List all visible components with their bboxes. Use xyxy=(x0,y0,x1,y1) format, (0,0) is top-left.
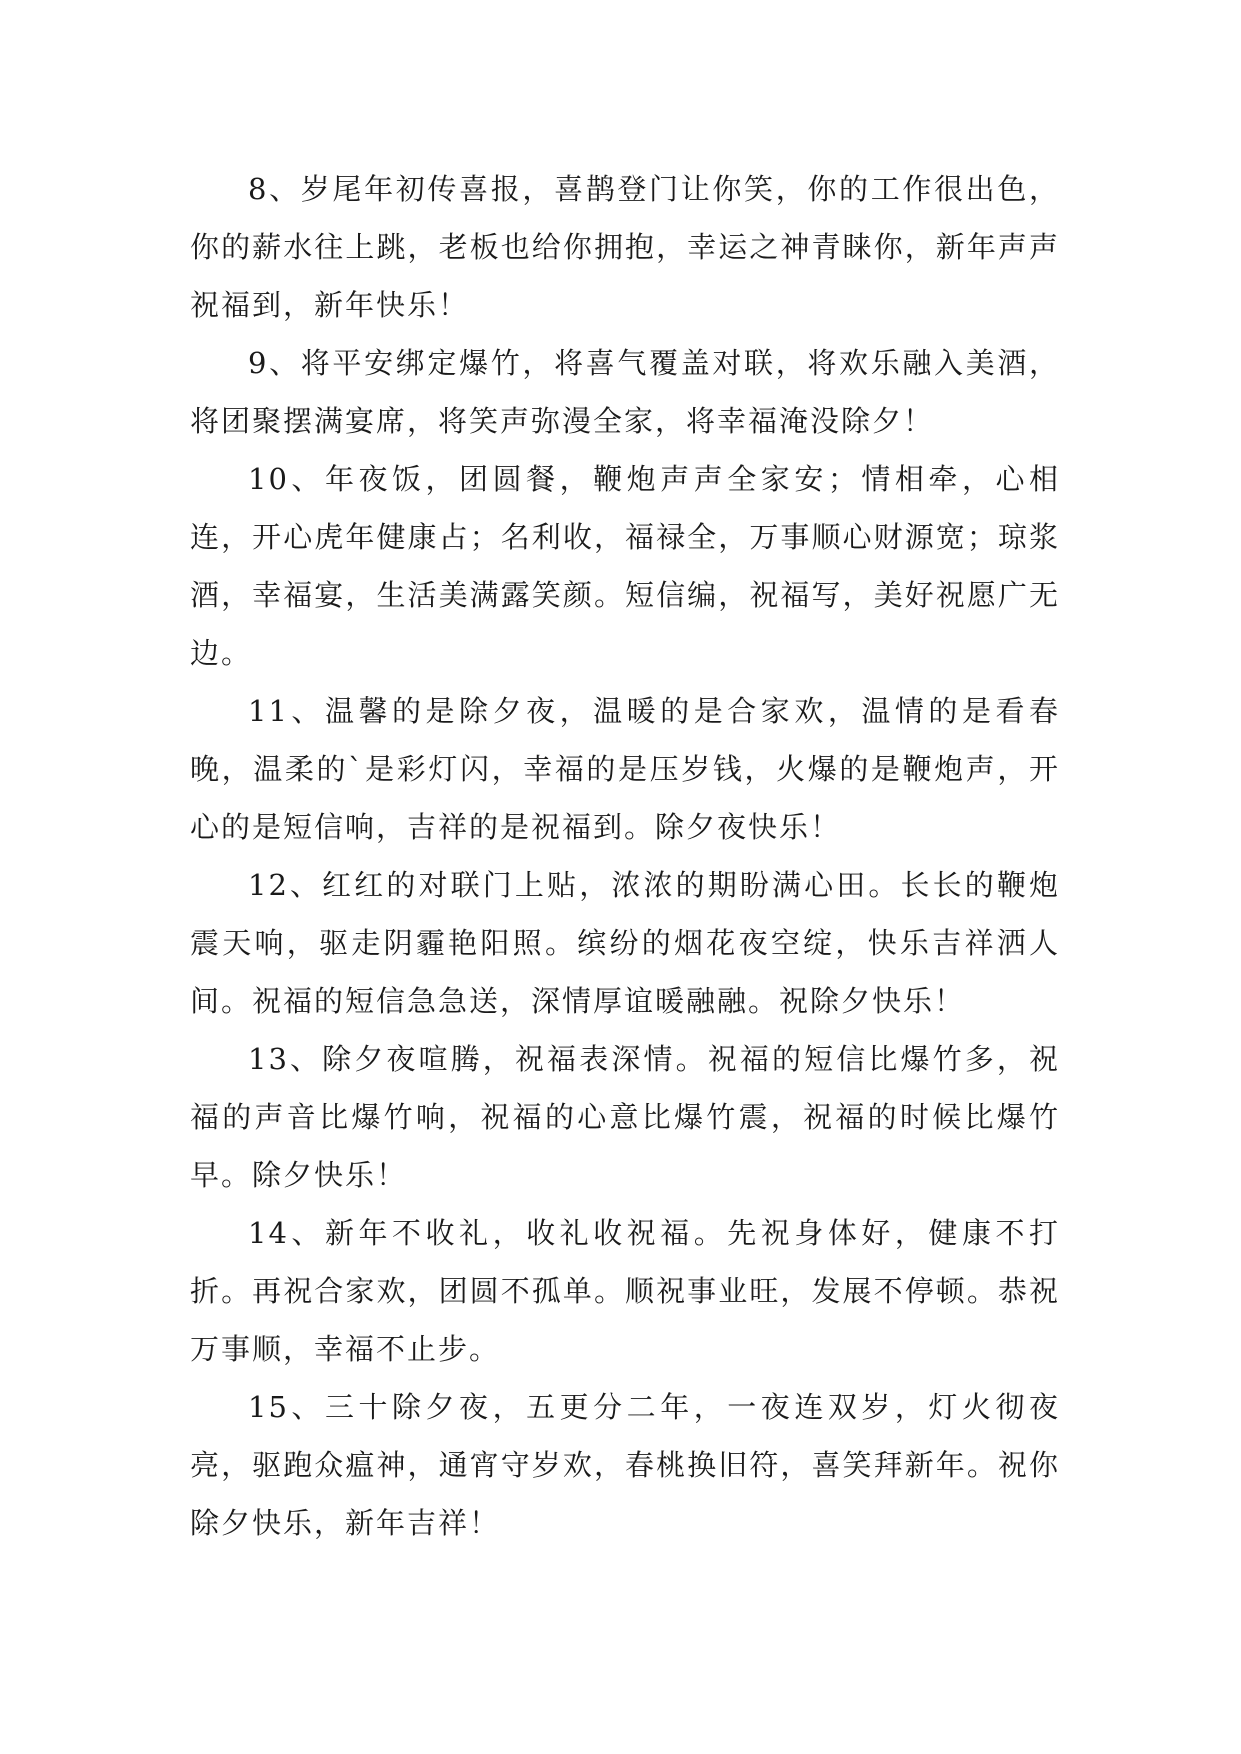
paragraph-11: 11、温馨的是除夕夜，温暖的是合家欢，温情的是看春晚，温柔的`是彩灯闪，幸福的是压岁钱，火爆的是鞭炮声，开心的是短信响，吉祥的是祝福到。除夕夜快乐！ xyxy=(190,694,1060,844)
paragraph-9: 9、将平安绑定爆竹，将喜气覆盖对联，将欢乐融入美酒，将团聚摆满宴席，将笑声弥漫全家，将幸福淹没除夕！ xyxy=(190,346,1060,438)
paragraph-8: 8、岁尾年初传喜报，喜鹊登门让你笑，你的工作很出色，你的薪水往上跳，老板也给你拥抱，幸运之神青睐你，新年声声祝福到，新年快乐！ xyxy=(190,172,1060,322)
paragraph-15: 15、三十除夕夜，五更分二年，一夜连双岁，灯火彻夜亮，驱跑众瘟神，通宵守岁欢，春桃换旧符，喜笑拜新年。祝你除夕快乐，新年吉祥！ xyxy=(190,1390,1060,1540)
paragraph-12: 12、红红的对联门上贴，浓浓的期盼满心田。长长的鞭炮震天响，驱走阴霾艳阳照。缤纷的烟花夜空绽，快乐吉祥洒人间。祝福的短信急急送，深情厚谊暖融融。祝除夕快乐！ xyxy=(190,868,1060,1018)
paragraph-10: 10、年夜饭，团圆餐，鞭炮声声全家安；情相牵，心相连，开心虎年健康占；名利收，福禄全，万事顺心财源宽；琼浆酒，幸福宴，生活美满露笑颜。短信编，祝福写，美好祝愿广无边。 xyxy=(190,462,1060,670)
paragraph-14: 14、新年不收礼，收礼收祝福。先祝身体好，健康不打折。再祝合家欢，团圆不孤单。顺祝事业旺，发展不停顿。恭祝万事顺，幸福不止步。 xyxy=(190,1216,1060,1366)
paragraph-13: 13、除夕夜喧腾，祝福表深情。祝福的短信比爆竹多，祝福的声音比爆竹响，祝福的心意比爆竹震，祝福的时候比爆竹早。除夕快乐！ xyxy=(190,1042,1060,1192)
document-body xyxy=(190,160,1060,1552)
